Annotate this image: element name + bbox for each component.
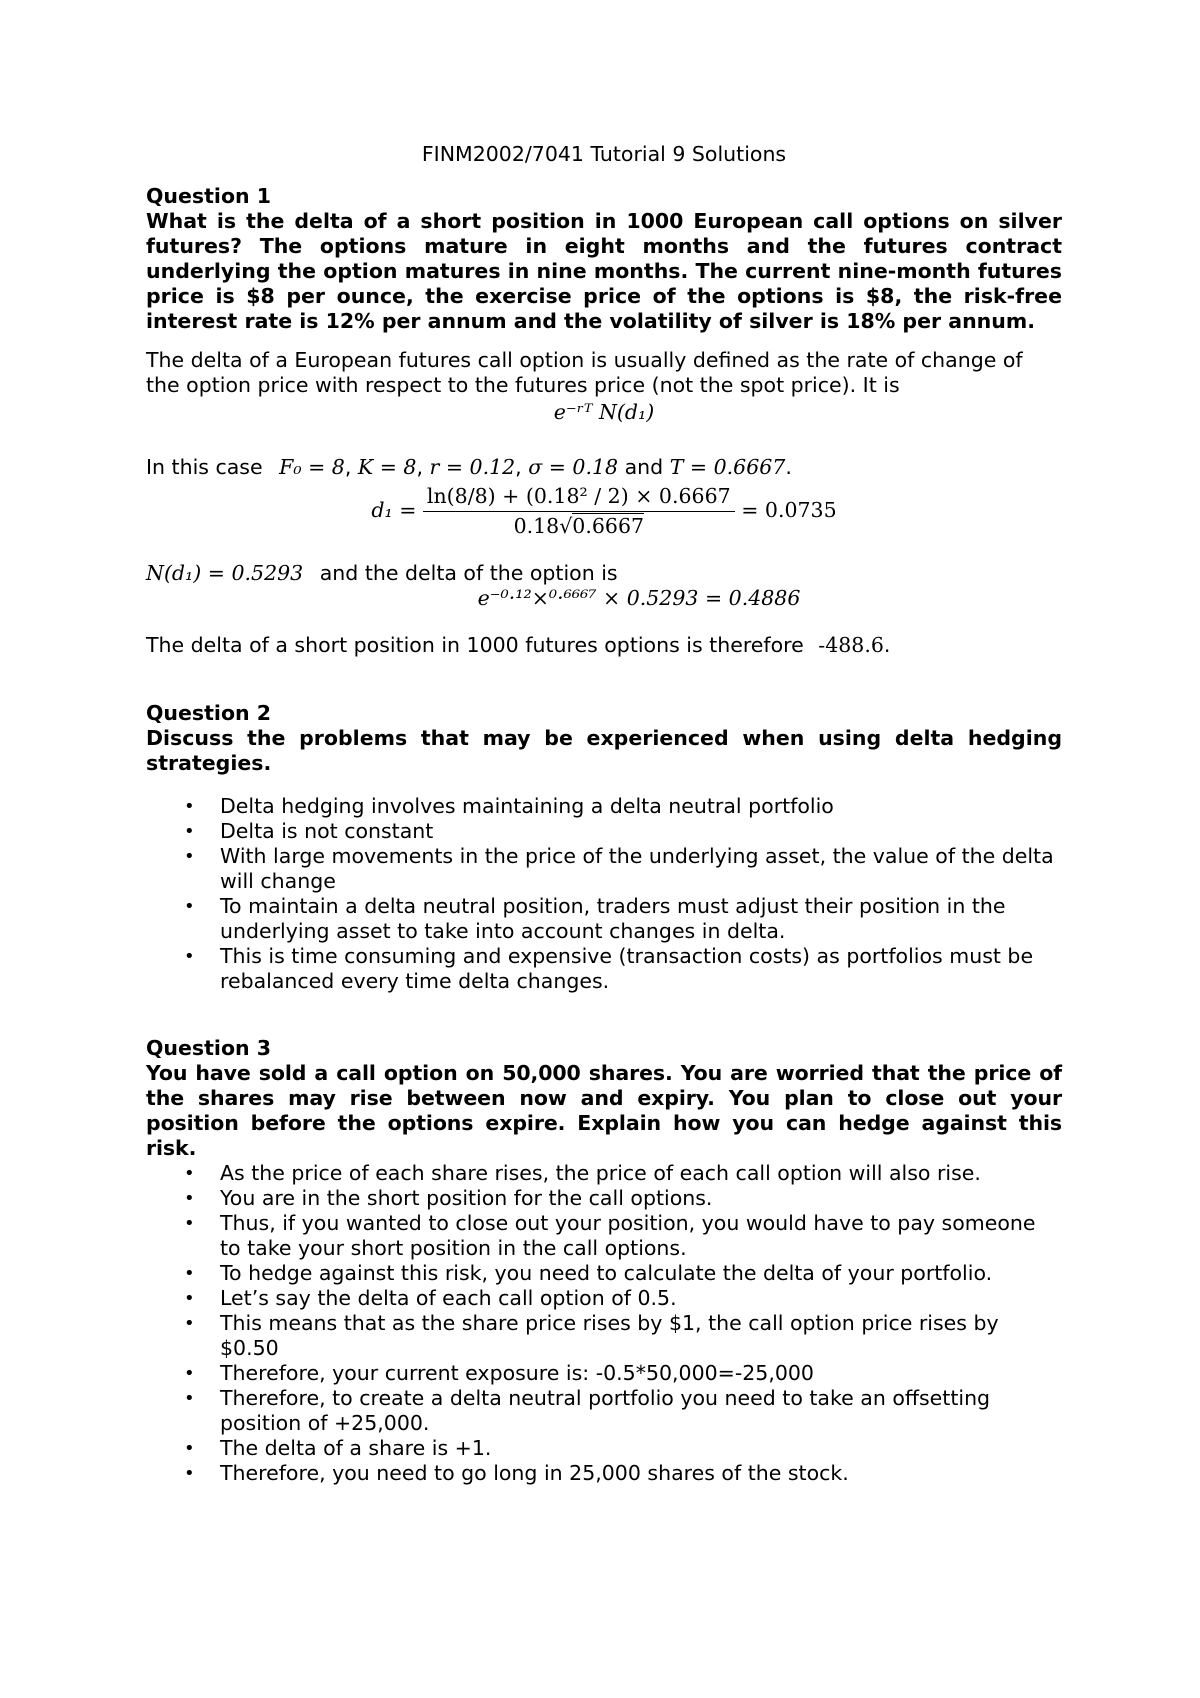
q1-d1-denominator: 0.18√0.6667 bbox=[513, 514, 645, 538]
q1-d1-numerator: ln(8/8) + (0.18² / 2) × 0.6667 bbox=[423, 484, 735, 512]
list-item bbox=[146, 1436, 1062, 1461]
list-item-text: This is time consuming and expensive (transaction costs) as portfolios must be rebalanced every time delta changes. bbox=[220, 944, 1034, 993]
question-3-heading: Question 3 bbox=[146, 1036, 272, 1060]
list-item-text: As the price of each share rises, the price of each call option will also rise. bbox=[220, 1161, 981, 1185]
list-item-text: Therefore, you need to go long in 25,000 shares of the stock. bbox=[220, 1461, 849, 1485]
q1-d1-formula bbox=[146, 484, 1062, 539]
list-item-text: Therefore, to create a delta neutral portfolio you need to take an offsetting position of +25,000. bbox=[220, 1386, 991, 1435]
list-item bbox=[146, 794, 1062, 819]
q1-case-r: r = 0.12 bbox=[429, 455, 516, 479]
list-item-text: With large movements in the price of the underlying asset, the value of the delta will change bbox=[220, 844, 1054, 893]
q1-conclusion: The delta of a short position in 1000 futures options is therefore bbox=[146, 633, 804, 657]
bullet-icon: • bbox=[184, 1463, 195, 1484]
list-item-text: To hedge against this risk, you need to calculate the delta of your portfolio. bbox=[220, 1261, 993, 1285]
list-item bbox=[146, 1311, 1062, 1361]
q1-case-and: and bbox=[624, 455, 664, 479]
list-item bbox=[146, 1186, 1062, 1211]
q1-case-T: T = 0.6667 bbox=[669, 455, 786, 479]
bullet-icon: • bbox=[184, 1163, 195, 1184]
q1-formula-delta: e⁻ʳᵀ N(d₁) bbox=[553, 400, 655, 424]
question-3-bullet-list bbox=[146, 1161, 1062, 1486]
question-1 bbox=[146, 184, 1062, 658]
q1-nd1-line bbox=[146, 561, 1062, 586]
bullet-icon: • bbox=[184, 846, 195, 867]
q1-conclusion-line: The delta of a short position in 1000 futures options is therefore -488.6. bbox=[146, 633, 891, 657]
list-item-text: Let’s say the delta of each call option of 0.5. bbox=[220, 1286, 677, 1310]
question-1-prompt: What is the delta of a short position in 1000 European call options on silver futures? The options mature in eight months and the futures contract underlying the option matures in nine months. The current nine-month futures price is $8 per ounce, the exercise price of the options is $8, the risk-free interest rate is 12% per annum and the volatility of silver is 18% per annum. bbox=[146, 209, 1062, 333]
bullet-icon: • bbox=[184, 796, 195, 817]
q1-d1-den-coef: 0.18 bbox=[513, 514, 560, 538]
list-item-text: Therefore, your current exposure is: -0.5*50,000=-25,000 bbox=[220, 1361, 814, 1385]
question-1-heading: Question 1 bbox=[146, 184, 272, 208]
bullet-icon: • bbox=[184, 896, 195, 917]
q1-case-line: In this case F₀ = 8, K = 8, r = 0.12, σ = 0.18 and T = 0.6667. bbox=[146, 455, 792, 479]
document-title: FINM2002/7041 Tutorial 9 Solutions bbox=[421, 142, 787, 166]
list-item bbox=[146, 894, 1062, 944]
list-item bbox=[146, 1211, 1062, 1261]
list-item bbox=[146, 844, 1062, 894]
bullet-icon: • bbox=[184, 1313, 195, 1334]
list-item bbox=[146, 944, 1062, 994]
bullet-icon: • bbox=[184, 1363, 195, 1384]
question-2-prompt: Discuss the problems that may be experienced when using delta hedging strategies. bbox=[146, 726, 1062, 775]
bullet-icon: • bbox=[184, 1438, 195, 1459]
list-item bbox=[146, 1261, 1062, 1286]
list-item bbox=[146, 1386, 1062, 1436]
question-3-prompt: You have sold a call option on 50,000 shares. You are worried that the price of the shares may rise between now and expiry. You plan to close out your position before the options expire. Explain how you can hedge against this risk. bbox=[146, 1061, 1062, 1160]
list-item-text: This means that as the share price rises by $1, the call option price rises by $0.50 bbox=[220, 1311, 999, 1360]
bullet-icon: • bbox=[184, 946, 195, 967]
q1-case-sigma: σ = 0.18 bbox=[528, 455, 619, 479]
q1-case-F: F₀ = 8 bbox=[279, 455, 345, 479]
list-item-text: Thus, if you wanted to close out your position, you would have to pay someone to take your short position in the call options. bbox=[220, 1211, 1036, 1260]
question-2 bbox=[146, 701, 1062, 994]
bullet-icon: • bbox=[184, 1388, 195, 1409]
q1-d1-result: = 0.0735 bbox=[741, 498, 837, 522]
list-item-text: The delta of a share is +1. bbox=[220, 1436, 492, 1460]
q1-nd1-text: and the delta of the option is bbox=[319, 561, 618, 585]
bullet-icon: • bbox=[184, 821, 195, 842]
list-item bbox=[146, 819, 1062, 844]
document-page bbox=[146, 142, 1062, 1486]
list-item bbox=[146, 1361, 1062, 1386]
q1-nd1: N(d₁) = 0.5293 bbox=[146, 561, 304, 585]
q1-d1-den-sqrt: 0.6667 bbox=[572, 514, 645, 538]
question-3 bbox=[146, 1036, 1062, 1486]
question-2-heading: Question 2 bbox=[146, 701, 272, 725]
bullet-icon: • bbox=[184, 1288, 195, 1309]
list-item-text: Delta is not constant bbox=[220, 819, 434, 843]
q1-d1-label: d₁ = bbox=[371, 498, 417, 522]
q1-conclusion-value: -488.6 bbox=[818, 633, 884, 657]
bullet-icon: • bbox=[184, 1263, 195, 1284]
list-item-text: To maintain a delta neutral position, traders must adjust their position in the underlying asset to take into account changes in delta. bbox=[220, 894, 1006, 943]
bullet-icon: • bbox=[184, 1188, 195, 1209]
list-item bbox=[146, 1461, 1062, 1486]
q1-paragraph-delta-definition: The delta of a European futures call option is usually defined as the rate of change of the option price with respect to the futures price (not the spot price). It is bbox=[146, 348, 1023, 397]
list-item bbox=[146, 1161, 1062, 1186]
list-item-text: Delta hedging involves maintaining a delta neutral portfolio bbox=[220, 794, 834, 818]
question-2-bullet-list bbox=[146, 794, 1062, 994]
bullet-icon: • bbox=[184, 1213, 195, 1234]
list-item bbox=[146, 1286, 1062, 1311]
list-item-text: You are in the short position for the call options. bbox=[220, 1186, 713, 1210]
q1-delta-formula: e⁻⁰·¹²×⁰·⁶⁶⁶⁷ × 0.5293 = 0.4886 bbox=[477, 586, 801, 610]
q1-d1-fraction bbox=[423, 484, 735, 539]
q1-case-K: K = 8 bbox=[357, 455, 417, 479]
q1-case-lead: In this case bbox=[146, 455, 263, 479]
